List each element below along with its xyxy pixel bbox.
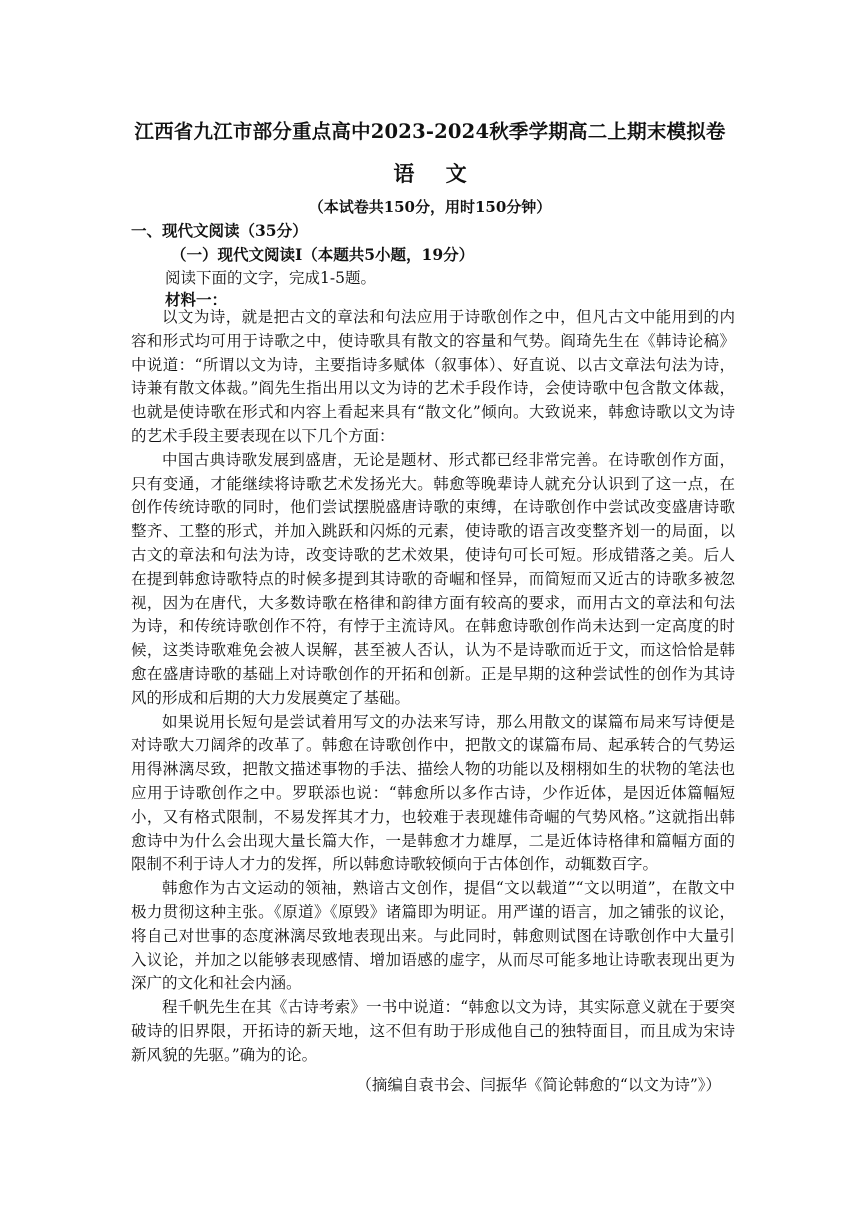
paragraph: 程千帆先生在其《古诗考索》一书中说道：“韩愈以文为诗，其实际意义就在于要突破诗的旧界限，开拓诗的新天地，这不但有助于形成他自己的独特面目，而且成为宋诗新风貌的先驱。”确为的论。 — [131, 998, 735, 1064]
section-heading: 一、现代文阅读（35分） — [131, 221, 308, 240]
paragraph: 韩愈作为古文运动的领袖，熟谙古文创作，提倡“文以载道”“文以明道”，在散文中极力贯彻这种主张。《原道》《原毁》诸篇即为明证。用严谨的语言，加之铺张的议论，将自己对世事的态度淋漓尽致地表现出来。与此同时，韩愈则试图在诗歌创作中大量引入议论，并加之以能够表现感情、增加语感的虚字，从而尽可能多地让诗歌表现出更为深广的文化和社会内涵。 — [131, 879, 735, 993]
paragraph: 如果说用长短句是尝试着用写文的办法来写诗，那么用散文的谋篇布局来写诗便是对诗歌大刀阔斧的改革了。韩愈在诗歌创作中，把散文的谋篇布局、起承转合的气势运用得淋漓尽致，把散文描述事物的手法、描绘人物的功能以及栩栩如生的状物的笔法也应用于诗歌创作之中。罗联添也说：“韩愈所以多作古诗，少作近体，是因近体篇幅短小，又有格式限制，不易发挥其才力，也较难于表现雄伟奇崛的气势风格。”这就指出韩愈诗中为什么会出现大量长篇大作，一是韩愈才力雄厚，二是近体诗格律和篇幅方面的限制不利于诗人才力的发挥，所以韩愈诗歌较倾向于古体创作，动辄数百字。 — [131, 712, 735, 874]
source-citation: （摘编自袁书会、闫振华《简论韩愈的“以文为诗”》） — [356, 1076, 721, 1094]
material-label: 材料一： — [165, 290, 228, 309]
exam-title: 江西省九江市部分重点高中2023-2024秋季学期高二上期末模拟卷 — [134, 120, 726, 143]
reading-instruction: 阅读下面的文字，完成1-5题。 — [165, 269, 376, 287]
subsection-heading: （一）现代文阅读Ⅰ（本题共5小题，19分） — [171, 245, 475, 264]
exam-note: （本试卷共150分，用时150分钟） — [308, 198, 552, 216]
subject-heading: 语 文 — [393, 161, 467, 186]
paragraph: 中国古典诗歌发展到盛唐，无论是题材、形式都已经非常完善。在诗歌创作方面，只有变通，才能继续将诗歌艺术发扬光大。韩愈等晚辈诗人就充分认识到了这一点，在创作传统诗歌的同时，他们尝试摆脱盛唐诗歌的束缚，在诗歌创作中尝试改变盛唐诗歌整齐、工整的形式，并加入跳跃和闪烁的元素，使诗歌的语言改变整齐划一的局面，以古文的章法和句法为诗，改变诗歌的艺术效果，使诗句可长可短。形成错落之美。后人在提到韩愈诗歌特点的时候多提到其诗歌的奇崛和怪异，而简短而又近古的诗歌多被忽视，因为在唐代，大多数诗歌在格律和韵律方面有较高的要求，而用古文的章法和句法为诗，和传统诗歌创作不符，有悖于主流诗风。在韩愈诗歌创作尚未达到一定高度的时候，这类诗歌难免会被人误解，甚至被人否认，认为不是诗歌而近于文，而这恰恰是韩愈在盛唐诗歌的基础上对诗歌创作的开拓和创新。正是早期的这种尝试性的创作为其诗风的形成和后期的大力发展奠定了基础。 — [131, 450, 735, 707]
material-body — [131, 306, 735, 1068]
paragraph: 以文为诗，就是把古文的章法和句法应用于诗歌创作之中，但凡古文中能用到的内容和形式均可用于诗歌之中，使诗歌具有散文的容量和气势。阎琦先生在《韩诗论稿》中说道：“所谓以文为诗，主要指诗多赋体（叙事体）、好直说、以古文章法句法为诗，诗兼有散文体裁。”阎先生指出用以文为诗的艺术手段作诗，会使诗歌中包含散文体裁，也就是使诗歌在形式和内容上看起来具有“散文化”倾向。大致说来，韩愈诗歌以文为诗的艺术手段主要表现在以下几个方面： — [131, 308, 735, 445]
